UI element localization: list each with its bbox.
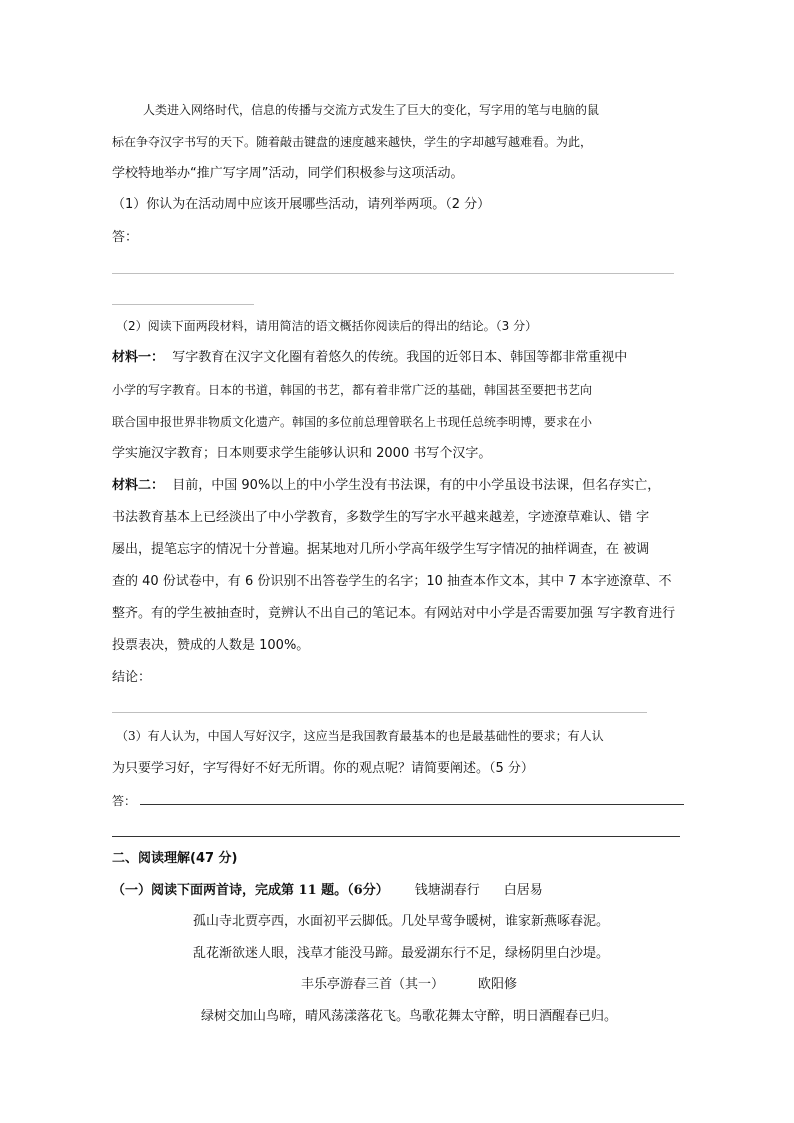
question-3-line-1: （3）有人认为，中国人写好汉字，这应当是我国教育最基本的也是最基础性的要求；有人认 bbox=[116, 729, 604, 743]
poem-1-line-1: 孤山寺北贾亭西，水面初平云脚低。几处早莺争暖树，谁家新燕啄春泥。 bbox=[192, 914, 609, 929]
material-1-line-4: 学实施汉字教育；日本则要求学生能够认识和 2000 书写个汉字。 bbox=[112, 446, 492, 461]
section-2-heading: 二、阅读理解(47 分) bbox=[112, 851, 238, 866]
material-1-text-1: 写字教育在汉字文化圈有着悠久的传统。我国的近邻日本、韩国等都非常重视中 bbox=[172, 350, 628, 365]
q3-answer-label: 答： bbox=[112, 794, 137, 808]
material-2-label: 材料二： bbox=[112, 478, 165, 493]
poem-2-heading bbox=[12, 977, 794, 993]
q1-answer-line[interactable] bbox=[112, 273, 674, 274]
poem-2-author: 欧阳修 bbox=[478, 977, 518, 992]
intro-line-3: 学校特地举办“推广写字周”活动，同学们积极参与这项活动。 bbox=[112, 166, 464, 181]
section-2-subheading: （一）阅读下面两首诗，完成第 11 题。（6分） bbox=[112, 883, 389, 898]
q3-answer-line-1[interactable] bbox=[140, 804, 684, 805]
material-1-line-3: 联合国申报世界非物质文化遗产。韩国的多位前总理曾联名上书现任总统李明博，要求在小 bbox=[112, 415, 593, 429]
material-2-line-6: 投票表决，赞成的人数是 100%。 bbox=[112, 638, 310, 653]
poem-1-author: 白居易 bbox=[503, 883, 543, 898]
q1-answer-label: 答： bbox=[112, 230, 139, 245]
question-2: （2）阅读下面两段材料，请用简洁的语文概括你阅读后的得出的结论。（3 分） bbox=[116, 319, 538, 333]
material-1-line-2: 小学的写字教育。日本的书道，韩国的书艺，都有着非常广泛的基础，韩国甚至要把书艺向 bbox=[112, 383, 593, 397]
material-2-line-4: 查的 40 份试卷中，有 6 份识别不出答卷学生的名字；10 抽查本作文本，其中 7 本字迹潦草、不 bbox=[112, 574, 672, 589]
q3-answer-line-2[interactable] bbox=[112, 836, 680, 837]
material-2-text-1: 目前，中国 90%以上的中小学生没有书法课，有的中小学虽设书法课，但名存实亡， bbox=[172, 478, 661, 493]
intro-line-1: 人类进入网络时代，信息的传播与交流方式发生了巨大的变化，写字用的笔与电脑的鼠 bbox=[143, 103, 600, 117]
material-1-line-1 bbox=[112, 350, 627, 366]
question-1: （1）你认为在活动周中应该开展哪些活动，请列举两项。（2 分） bbox=[112, 197, 491, 212]
material-2-line-3: 屡出，提笔忘字的情况十分普遍。据某地对几所小学高年级学生写字情况的抽样调查，在 被调 bbox=[112, 542, 650, 557]
question-3-line-2: 为只要学习好，字写得好不好无所谓。你的观点呢？请简要阐述。（5 分） bbox=[112, 761, 534, 776]
intro-line-2: 标在争夺汉字书写的天下。随着敲击键盘的速度越来越快，学生的字却越写越难看。为此， bbox=[112, 135, 593, 149]
conclusion-answer-line[interactable] bbox=[112, 712, 647, 713]
poem-1-title: 钱塘湖春行 bbox=[414, 883, 480, 898]
material-2-line-5: 整齐。有的学生被抽查时，竟辨认不出自己的笔记本。有网站对中小学是否需要加强 写字教育进行 bbox=[112, 606, 676, 621]
poem-2-line-1: 绿树交加山鸟啼，晴风荡漾落花飞。鸟歌花舞太守醉，明日酒醒春已归。 bbox=[200, 1009, 617, 1024]
q1-answer-line-short[interactable] bbox=[112, 304, 254, 305]
material-2-line-1 bbox=[112, 478, 660, 494]
poem-2-title: 丰乐亭游春三首（其一） bbox=[300, 977, 444, 992]
poem-1-line-2: 乱花渐欲迷人眼，浅草才能没马蹄。最爱湖东行不足，绿杨阴里白沙堤。 bbox=[192, 946, 609, 961]
material-2-line-2: 书法教育基本上已经淡出了中小学教育，多数学生的写字水平越来越差，字迹潦草难认、错 字 bbox=[112, 510, 650, 525]
conclusion-label: 结论： bbox=[112, 670, 152, 685]
section-2-subheading-line bbox=[112, 883, 543, 899]
material-1-label: 材料一： bbox=[112, 350, 165, 365]
